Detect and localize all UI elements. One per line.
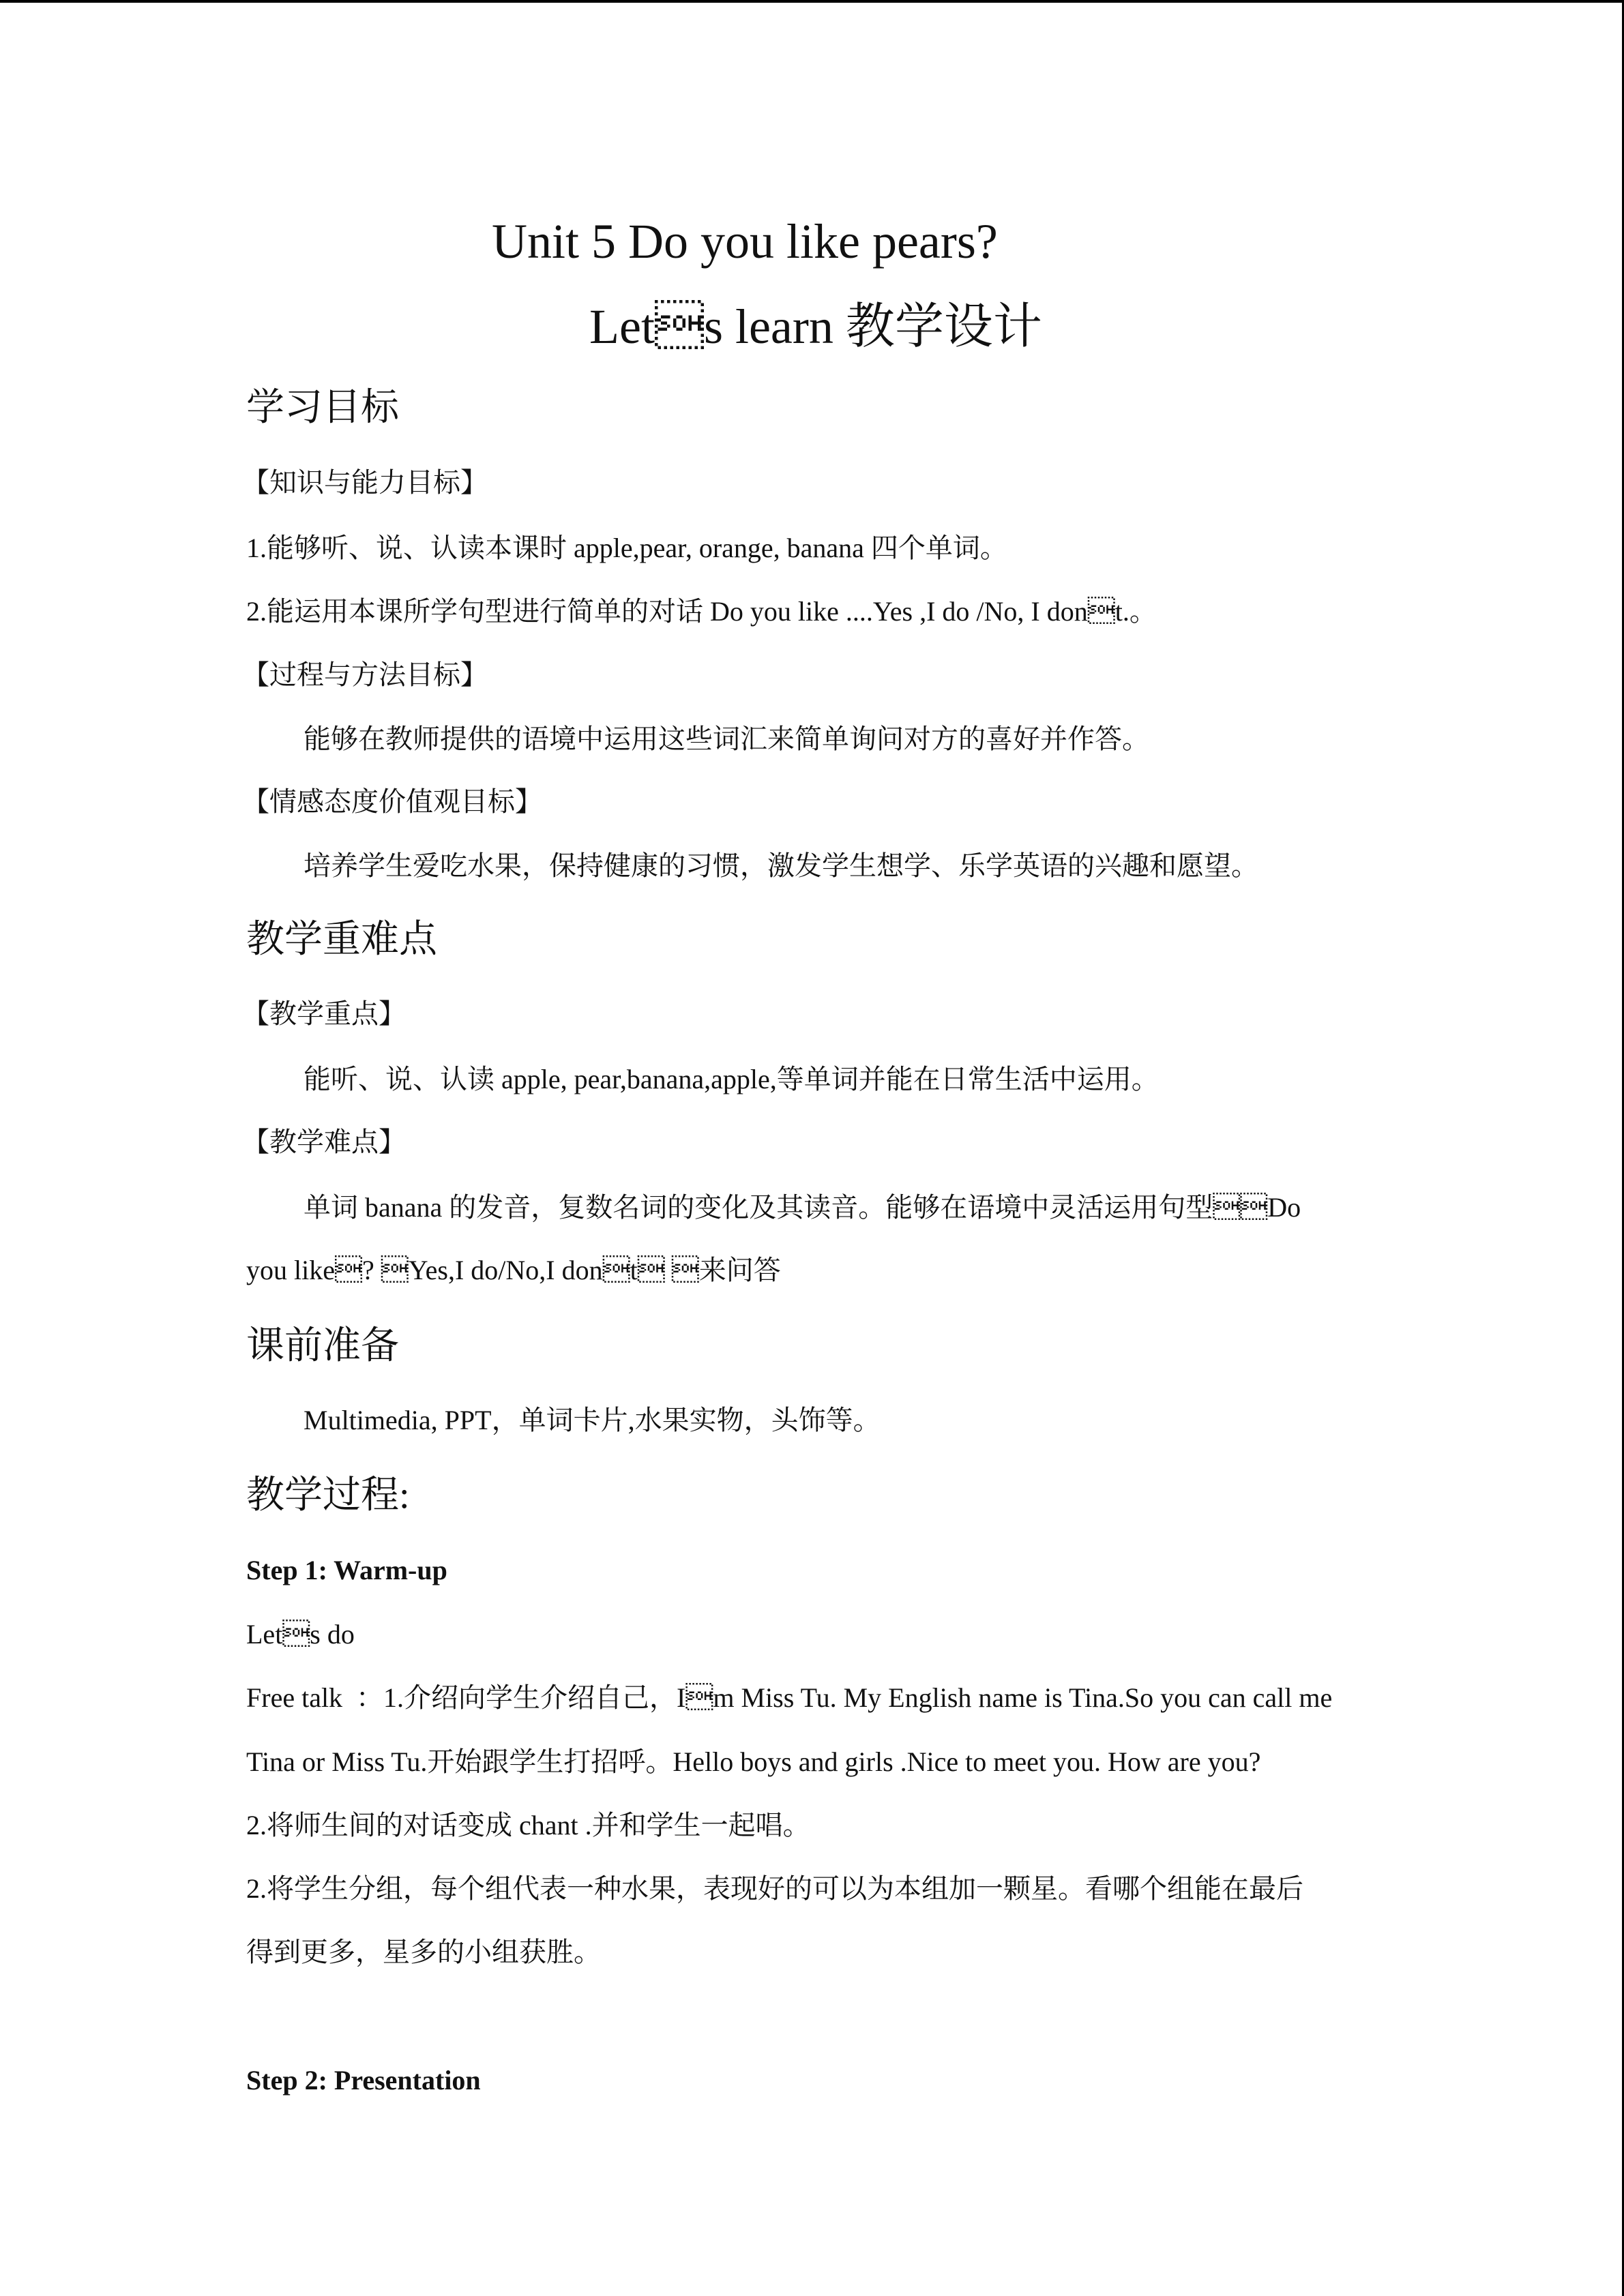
difficulty-line-1: 单词 banana 的发音，复数名词的变化及其读音。能够在语境中灵活运用句型Do bbox=[304, 1192, 1301, 1223]
page-top-border bbox=[0, 0, 1624, 3]
difficulty-line-2: you like? Yes,I do/No,I dont 来问答 bbox=[246, 1255, 781, 1285]
free-talk-line-2: Tina or Miss Tu.开始跟学生打招呼。Hello boys and girls .Nice to meet you. How are you? bbox=[246, 1746, 1261, 1777]
section-heading-procedure: 教学过程: bbox=[246, 1474, 410, 1517]
objective-item-1: 1.能够听、说、认读本课时 apple,pear, orange, banana 四个单词。 bbox=[246, 533, 1007, 563]
step-1-item-groups-line-1: 2.将学生分组，每个组代表一种水果，表现好的可以为本组加一颗星。看哪个组能在最后 bbox=[246, 1873, 1303, 1904]
step-1-item-groups-line-2: 得到更多，星多的小组获胜。 bbox=[246, 1937, 601, 1967]
subheading-difficulty: 【教学难点】 bbox=[242, 1127, 406, 1157]
free-talk-line-1: Free talk ：1.介绍向学生介绍自己，Im Miss Tu. My English name is Tina.So you can call me bbox=[246, 1682, 1333, 1713]
process-paragraph: 能够在教师提供的语境中运用这些词汇来简单询问对方的喜好并作答。 bbox=[304, 724, 1149, 754]
preparation-paragraph: Multimedia, PPT，单词卡片,水果实物，头饰等。 bbox=[304, 1405, 881, 1435]
lets-do-line: Lets do bbox=[246, 1619, 355, 1650]
subheading-process: 【过程与方法目标】 bbox=[242, 659, 488, 690]
title-line-2: Lets learn 教学设计 bbox=[589, 299, 1042, 354]
title-line-1: Unit 5 Do you like pears? bbox=[492, 214, 998, 269]
section-heading-objectives: 学习目标 bbox=[246, 387, 399, 429]
step-1-heading: Step 1: Warm-up bbox=[246, 1555, 447, 1585]
section-heading-key-points: 教学重难点 bbox=[246, 919, 437, 961]
objective-item-2: 2.能运用本课所学句型进行简单的对话 Do you like ....Yes ,I do /No, I dont.。 bbox=[246, 596, 1157, 627]
subheading-focus: 【教学重点】 bbox=[242, 998, 406, 1029]
section-heading-preparation: 课前准备 bbox=[246, 1325, 399, 1367]
subheading-knowledge: 【知识与能力目标】 bbox=[242, 467, 488, 498]
subheading-emotion: 【情感态度价值观目标】 bbox=[242, 786, 542, 817]
step-2-heading: Step 2: Presentation bbox=[246, 2065, 481, 2096]
focus-paragraph: 能听、说、认读 apple, pear,banana,apple,等单词并能在日常生活中运用。 bbox=[304, 1064, 1159, 1094]
emotion-paragraph: 培养学生爱吃水果，保持健康的习惯，激发学生想学、乐学英语的兴趣和愿望。 bbox=[304, 850, 1258, 881]
step-1-item-chant: 2.将师生间的对话变成 chant .并和学生一起唱。 bbox=[246, 1810, 810, 1840]
